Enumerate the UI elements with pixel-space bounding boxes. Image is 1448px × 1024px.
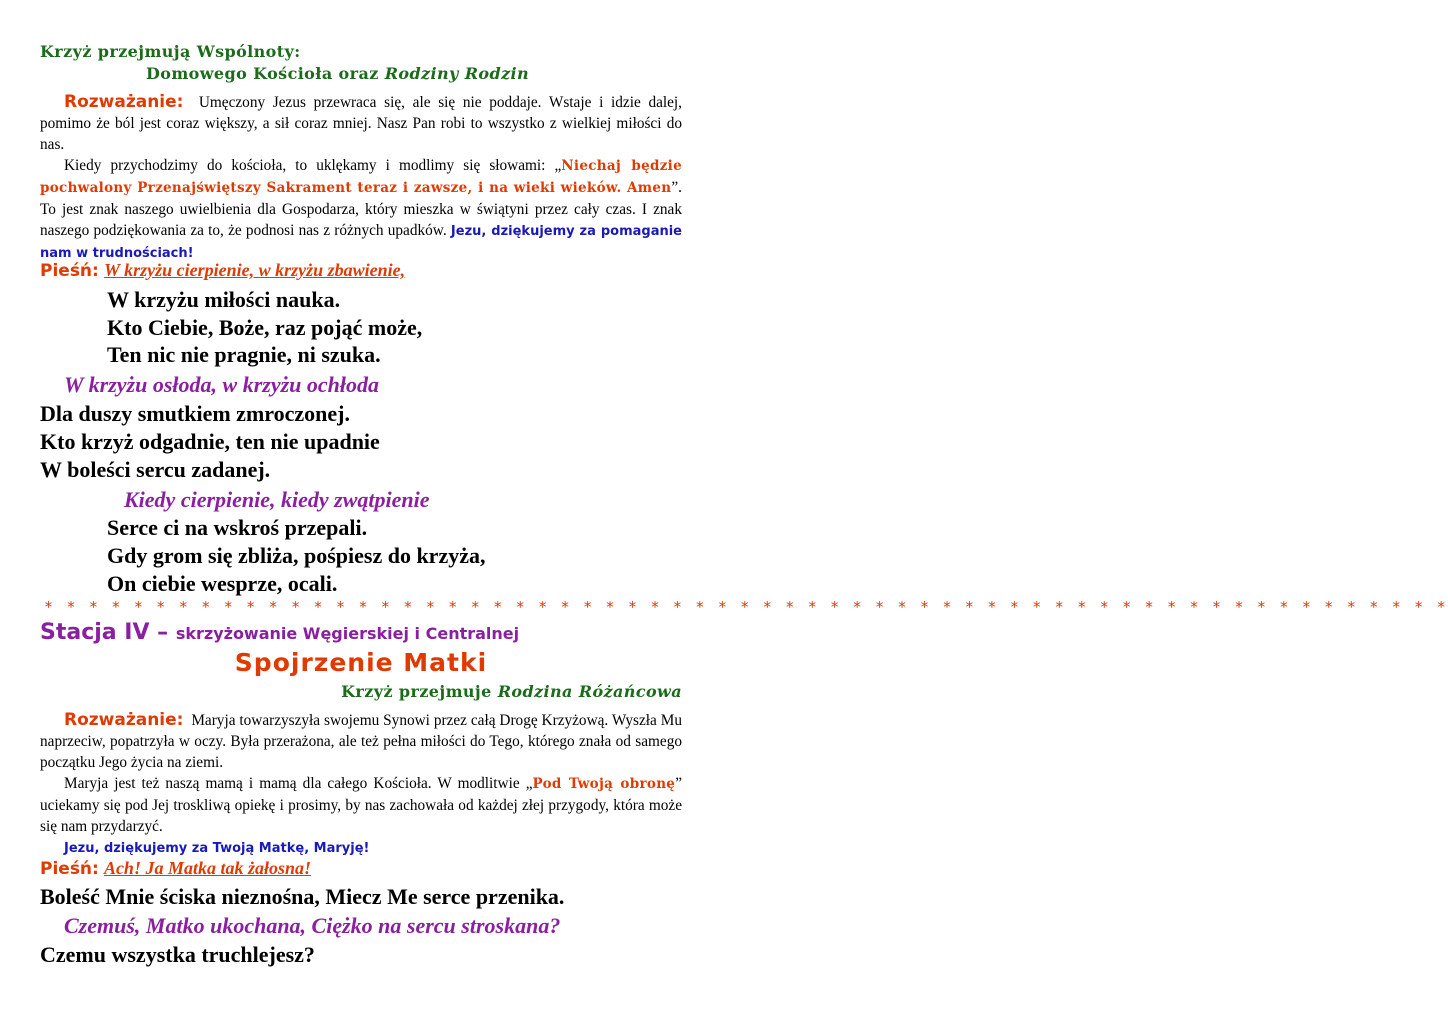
station-takeover-italic: Rodzina Różańcowa bbox=[497, 682, 682, 701]
song-2-verse: Czemu wszystka truchlejesz? bbox=[40, 942, 315, 967]
song-1-refrain: Kiedy cierpienie, kiedy zwątpienie bbox=[124, 487, 430, 512]
community-line-2 bbox=[146, 64, 529, 83]
meditation-2-paragraph-2-start: Maryja jest też naszą mamą i mamą dla całego Kościoła. W modlitwie „ bbox=[64, 775, 533, 792]
star-separator: * * * * * * * * * * * * * * * * * * * * * * * * * * * * * * * * * * * * * * * * * * * * * * * * * * * * * * * * * * * * * * * bbox=[44, 598, 1448, 616]
station-takeover-text: Krzyż przejmuje bbox=[341, 682, 498, 701]
song-2-verse: Boleść Mnie ściska nieznośna, Miecz Me serce przenika. bbox=[40, 884, 565, 909]
meditation-1-paragraph-2-end: ”. To jest znak naszego uwielbienia dla Gospodarza, który mieszka w świątyni przez cały czas. I znak naszego podziękowania za to, że podnosi nas z różnych upadków. bbox=[40, 179, 682, 239]
meditation-2-paragraph-1: Maryja towarzyszyła swojemu Synowi przez całą Drogę Krzyżową. Wyszła Mu naprzeciw, popatrzyła w oczy. Była przerażona, ale też pełna miłości do Tego, którego znała od samego początku Jego życia na ziemi. bbox=[40, 712, 682, 771]
song-1-verse: Ten nic nie pragnie, ni szuka. bbox=[107, 342, 381, 367]
song-2-refrain: Czemuś, Matko ukochana, Ciężko na sercu stroskana? bbox=[64, 913, 561, 938]
community-line-2-text: Domowego Kościoła oraz bbox=[146, 64, 385, 83]
station-title: Spojrzenie Matki bbox=[234, 648, 488, 677]
meditation-1-thanks: Jezu, dziękujemy za pomaganie nam w trudnościach! bbox=[40, 224, 682, 261]
meditation-1-paragraph-2-start: Kiedy przychodzimy do kościoła, to uklękamy i modlimy się słowami: „ bbox=[64, 157, 562, 174]
song-1-verse: W krzyżu miłości nauka. bbox=[107, 287, 341, 312]
song-2-header bbox=[40, 858, 311, 879]
community-line-1: Krzyż przejmują Wspólnoty: bbox=[40, 42, 301, 61]
song-1-verse: Dla duszy smutkiem zmroczonej. bbox=[40, 401, 350, 426]
meditation-2-thanks: Jezu, dziękujemy za Twoją Matkę, Maryję! bbox=[64, 841, 370, 856]
song-2-title: Ach! Ja Matka tak żałosna! bbox=[103, 858, 311, 878]
song-1-verse: Gdy grom się zbliża, pośpiesz do krzyża, bbox=[107, 543, 486, 568]
song-1-refrain: W krzyżu osłoda, w krzyżu ochłoda bbox=[64, 372, 379, 397]
meditation-1-label: Rozważanie: bbox=[64, 92, 184, 112]
meditation-1-paragraph-1: Umęczony Jezus przewraca się, ale się nie poddaje. Wstaje i idzie dalej, pomimo że ból jest coraz większy, a sił coraz mniej. Nasz Pan robi to wszystko z wielkiej miłości do nas. bbox=[40, 94, 682, 153]
song-1-title: W krzyżu cierpienie, w krzyżu zbawienie, bbox=[103, 260, 406, 280]
song-1-verse: W boleści sercu zadanej. bbox=[40, 457, 271, 482]
meditation-1 bbox=[40, 92, 682, 264]
meditation-2 bbox=[40, 710, 682, 859]
meditation-2-label: Rozważanie: bbox=[64, 710, 184, 730]
meditation-1-prayer-quote: Niechaj będzie pochwalony Przenajświętszy Sakrament teraz i zawsze, i na wieki wieków. Amen bbox=[40, 158, 682, 196]
meditation-2-prayer-quote: Pod Twoją obronę bbox=[532, 776, 676, 792]
song-1-verse: Kto krzyż odgadnie, ten nie upadnie bbox=[40, 429, 380, 454]
song-1-label: Pieśń: bbox=[40, 261, 99, 281]
station-takeover bbox=[341, 682, 682, 701]
song-1-verse: On ciebie wesprze, ocali. bbox=[107, 571, 338, 596]
song-1-header bbox=[40, 260, 405, 281]
community-line-2-italic: Rodziny Rodzin bbox=[384, 64, 530, 83]
song-1-verse: Kto Ciebie, Boże, raz pojąć może, bbox=[107, 315, 423, 340]
meditation-2-paragraph-2-end: ” uciekamy się pod Jej troskliwą opiekę i prosimy, by nas zachowała od każdej złej przygody, która może się nam przydarzyć. bbox=[40, 775, 682, 835]
song-2-label: Pieśń: bbox=[40, 859, 99, 879]
station-label: Stacja IV – bbox=[40, 620, 176, 645]
station-header bbox=[40, 620, 519, 645]
station-location: skrzyżowanie Węgierskiej i Centralnej bbox=[175, 624, 520, 643]
song-1-verse: Serce ci na wskroś przepali. bbox=[107, 515, 368, 540]
